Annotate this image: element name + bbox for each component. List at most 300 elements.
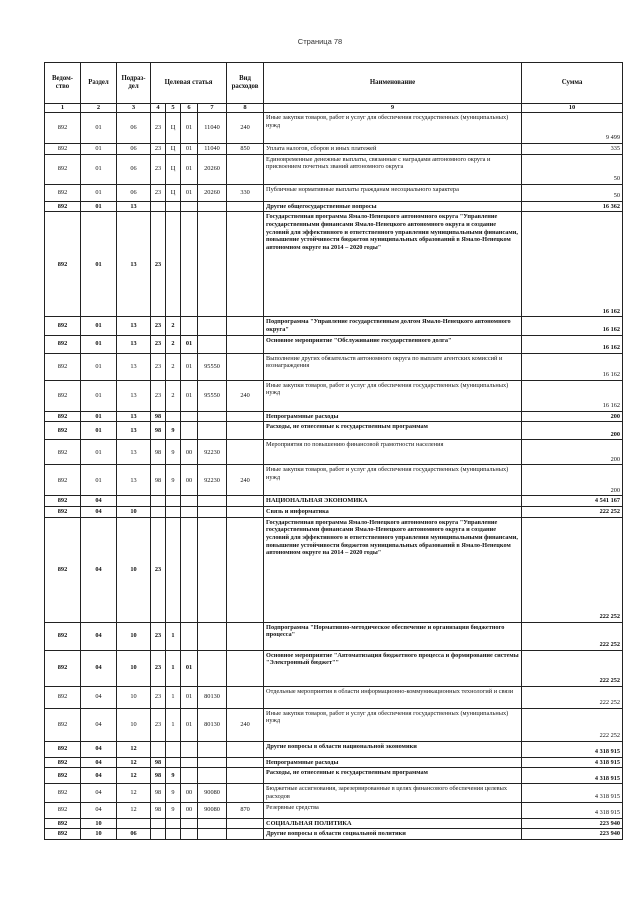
amount-cell: 223 940 [522, 829, 623, 840]
podrazdel-cell: 13 [117, 380, 151, 411]
subprogram-code-cell: 9 [166, 465, 181, 496]
direction-code-cell [198, 757, 227, 768]
vedomstvo-cell: 892 [45, 496, 81, 507]
razdel-cell: 04 [81, 650, 117, 686]
table-row [45, 201, 623, 212]
item-name-cell: Бюджетные ассигнования, зарезервированные в целях финансового обеспечения целевых расходов [264, 784, 522, 802]
amount-cell: 16 162 [522, 380, 623, 411]
direction-code-cell [198, 496, 227, 507]
header-vedomstvo: Ведом-ство [45, 63, 81, 104]
podrazdel-cell: 13 [117, 317, 151, 335]
expense-type-cell [227, 622, 264, 650]
vedomstvo-cell: 892 [45, 317, 81, 335]
razdel-cell: 01 [81, 465, 117, 496]
event-code-cell [181, 411, 198, 422]
header-row [45, 63, 623, 104]
podrazdel-cell: 12 [117, 802, 151, 818]
razdel-cell: 01 [81, 411, 117, 422]
program-code-cell: 23 [151, 353, 166, 380]
table-row [45, 353, 623, 380]
event-code-cell: 01 [181, 144, 198, 155]
table-row [45, 154, 623, 184]
subprogram-code-cell: 1 [166, 650, 181, 686]
podrazdel-cell: 06 [117, 829, 151, 840]
event-code-cell: 01 [181, 708, 198, 741]
direction-code-cell [198, 201, 227, 212]
direction-code-cell: 92230 [198, 465, 227, 496]
vedomstvo-cell: 892 [45, 335, 81, 353]
event-code-cell: 00 [181, 802, 198, 818]
item-name-cell: Государственная программа Ямало-Ненецкого автономного округа "Управление государственными финансами Ямало-Ненецкого автономного округа и создание условий для эффективного и ответственного управления муниципальными финансами, повышение устойчивости бюджетов муниципальных образований в Ямало-Ненецком автономном округе на 2014 – 2020 годы" [264, 212, 522, 317]
amount-cell: 200 [522, 411, 623, 422]
podrazdel-cell: 13 [117, 440, 151, 465]
item-name-cell: Непрограммные расходы [264, 411, 522, 422]
razdel-cell: 01 [81, 335, 117, 353]
budget-table [44, 62, 623, 840]
podrazdel-cell [117, 496, 151, 507]
event-code-cell: 01 [181, 113, 198, 144]
event-code-cell [181, 517, 198, 622]
amount-cell: 222 252 [522, 622, 623, 650]
event-code-cell: 01 [181, 686, 198, 708]
table-row [45, 741, 623, 757]
direction-code-cell [198, 829, 227, 840]
vedomstvo-cell: 892 [45, 353, 81, 380]
item-name-cell: НАЦИОНАЛЬНАЯ ЭКОНОМИКА [264, 496, 522, 507]
column-number: 9 [264, 104, 522, 113]
direction-code-cell: 11040 [198, 113, 227, 144]
program-code-cell [151, 741, 166, 757]
expense-type-cell [227, 650, 264, 686]
amount-cell: 200 [522, 465, 623, 496]
vedomstvo-cell: 892 [45, 741, 81, 757]
vedomstvo-cell: 892 [45, 708, 81, 741]
razdel-cell: 01 [81, 154, 117, 184]
program-code-cell: 23 [151, 184, 166, 201]
razdel-cell: 01 [81, 113, 117, 144]
direction-code-cell: 90080 [198, 784, 227, 802]
header-razdel: Раздел [81, 63, 117, 104]
item-name-cell: Иные закупки товаров, работ и услуг для обеспечения государственных (муниципальных) нужд [264, 113, 522, 144]
expense-type-cell: 240 [227, 708, 264, 741]
vedomstvo-cell: 892 [45, 818, 81, 829]
column-number: 4 [151, 104, 166, 113]
razdel-cell: 01 [81, 144, 117, 155]
item-name-cell: Основное мероприятие "Автоматизация бюджетного процесса и формирование системы "Электронный бюджет"" [264, 650, 522, 686]
table-row [45, 144, 623, 155]
expense-type-cell [227, 440, 264, 465]
direction-code-cell [198, 212, 227, 317]
podrazdel-cell: 13 [117, 411, 151, 422]
podrazdel-cell: 06 [117, 154, 151, 184]
column-number-row [45, 104, 623, 113]
subprogram-code-cell [166, 496, 181, 507]
amount-cell: 222 252 [522, 708, 623, 741]
razdel-cell: 04 [81, 708, 117, 741]
event-code-cell: 01 [181, 184, 198, 201]
item-name-cell: Иные закупки товаров, работ и услуг для обеспечения государственных (муниципальных) нужд [264, 465, 522, 496]
podrazdel-cell: 12 [117, 757, 151, 768]
table-row [45, 317, 623, 335]
vedomstvo-cell: 892 [45, 201, 81, 212]
event-code-cell: 00 [181, 784, 198, 802]
direction-code-cell [198, 411, 227, 422]
program-code-cell: 98 [151, 422, 166, 440]
table-row [45, 212, 623, 317]
razdel-cell: 04 [81, 802, 117, 818]
expense-type-cell [227, 517, 264, 622]
table-row [45, 113, 623, 144]
subprogram-code-cell: 2 [166, 335, 181, 353]
podrazdel-cell: 12 [117, 768, 151, 784]
item-name-cell: Связь и информатика [264, 507, 522, 518]
event-code-cell [181, 496, 198, 507]
amount-cell: 16 162 [522, 353, 623, 380]
expense-type-cell: 240 [227, 380, 264, 411]
program-code-cell: 23 [151, 686, 166, 708]
amount-cell: 16 362 [522, 201, 623, 212]
item-name-cell: Основное мероприятие "Обслуживание государственного долга" [264, 335, 522, 353]
header-summa: Сумма [522, 63, 623, 104]
table-row [45, 507, 623, 518]
amount-cell: 50 [522, 154, 623, 184]
direction-code-cell: 80130 [198, 686, 227, 708]
expense-type-cell [227, 818, 264, 829]
item-name-cell: Подпрограмма "Нормативно-методическое обеспечение и организация бюджетного процесса" [264, 622, 522, 650]
podrazdel-cell: 06 [117, 184, 151, 201]
subprogram-code-cell: 2 [166, 353, 181, 380]
item-name-cell: Иные закупки товаров, работ и услуг для обеспечения государственных (муниципальных) нужд [264, 380, 522, 411]
event-code-cell [181, 212, 198, 317]
vedomstvo-cell: 892 [45, 507, 81, 518]
direction-code-cell: 20260 [198, 154, 227, 184]
vedomstvo-cell: 892 [45, 411, 81, 422]
amount-cell: 9 499 [522, 113, 623, 144]
razdel-cell: 04 [81, 622, 117, 650]
event-code-cell [181, 768, 198, 784]
vedomstvo-cell: 892 [45, 144, 81, 155]
item-name-cell: Непрограммные расходы [264, 757, 522, 768]
table-row [45, 411, 623, 422]
expense-type-cell [227, 317, 264, 335]
table-row [45, 380, 623, 411]
item-name-cell: Мероприятия по повышению финансовой грамотности населения [264, 440, 522, 465]
program-code-cell: 98 [151, 757, 166, 768]
column-number: 5 [166, 104, 181, 113]
program-code-cell: 98 [151, 411, 166, 422]
subprogram-code-cell [166, 818, 181, 829]
table-row [45, 335, 623, 353]
razdel-cell: 01 [81, 440, 117, 465]
item-name-cell: Другие вопросы в области социальной политики [264, 829, 522, 840]
expense-type-cell: 870 [227, 802, 264, 818]
razdel-cell: 01 [81, 353, 117, 380]
event-code-cell [181, 317, 198, 335]
razdel-cell: 04 [81, 496, 117, 507]
item-name-cell: Резервные средства [264, 802, 522, 818]
amount-cell: 50 [522, 184, 623, 201]
direction-code-cell [198, 650, 227, 686]
vedomstvo-cell: 892 [45, 465, 81, 496]
header-podrazdel: Подраз-дел [117, 63, 151, 104]
expense-type-cell: 240 [227, 113, 264, 144]
amount-cell: 4 318 915 [522, 784, 623, 802]
item-name-cell: Другие вопросы в области национальной экономики [264, 741, 522, 757]
direction-code-cell: 11040 [198, 144, 227, 155]
razdel-cell: 04 [81, 768, 117, 784]
razdel-cell: 04 [81, 686, 117, 708]
vedomstvo-cell: 892 [45, 802, 81, 818]
podrazdel-cell: 13 [117, 353, 151, 380]
direction-code-cell: 90080 [198, 802, 227, 818]
subprogram-code-cell: Ц [166, 184, 181, 201]
amount-cell: 16 162 [522, 212, 623, 317]
event-code-cell [181, 507, 198, 518]
expense-type-cell [227, 829, 264, 840]
expense-type-cell [227, 768, 264, 784]
program-code-cell: 23 [151, 154, 166, 184]
direction-code-cell [198, 768, 227, 784]
item-name-cell: Уплата налогов, сборов и иных платежей [264, 144, 522, 155]
direction-code-cell [198, 422, 227, 440]
expense-type-cell [227, 154, 264, 184]
program-code-cell [151, 829, 166, 840]
event-code-cell: 01 [181, 335, 198, 353]
podrazdel-cell [117, 818, 151, 829]
event-code-cell [181, 622, 198, 650]
program-code-cell: 23 [151, 517, 166, 622]
item-name-cell: Иные закупки товаров, работ и услуг для обеспечения государственных (муниципальных) нужд [264, 708, 522, 741]
subprogram-code-cell: 9 [166, 784, 181, 802]
podrazdel-cell: 12 [117, 741, 151, 757]
amount-cell: 223 940 [522, 818, 623, 829]
razdel-cell: 01 [81, 422, 117, 440]
razdel-cell: 01 [81, 212, 117, 317]
direction-code-cell [198, 741, 227, 757]
table-row [45, 184, 623, 201]
podrazdel-cell: 10 [117, 622, 151, 650]
item-name-cell: СОЦИАЛЬНАЯ ПОЛИТИКА [264, 818, 522, 829]
table-row [45, 465, 623, 496]
expense-type-cell [227, 411, 264, 422]
amount-cell: 222 252 [522, 517, 623, 622]
table-row [45, 517, 623, 622]
podrazdel-cell: 13 [117, 422, 151, 440]
program-code-cell: 98 [151, 784, 166, 802]
program-code-cell: 23 [151, 113, 166, 144]
vedomstvo-cell: 892 [45, 757, 81, 768]
expense-type-cell [227, 335, 264, 353]
column-number: 8 [227, 104, 264, 113]
event-code-cell: 00 [181, 465, 198, 496]
header-vid-raskhodov: Вид расходов [227, 63, 264, 104]
subprogram-code-cell [166, 201, 181, 212]
event-code-cell: 01 [181, 380, 198, 411]
program-code-cell: 23 [151, 317, 166, 335]
event-code-cell [181, 829, 198, 840]
page-number-label: Страница 78 [297, 37, 343, 46]
podrazdel-cell: 10 [117, 708, 151, 741]
razdel-cell: 04 [81, 784, 117, 802]
expense-type-cell: 330 [227, 184, 264, 201]
direction-code-cell: 92230 [198, 440, 227, 465]
vedomstvo-cell: 892 [45, 517, 81, 622]
direction-code-cell: 80130 [198, 708, 227, 741]
table-row [45, 818, 623, 829]
podrazdel-cell: 06 [117, 144, 151, 155]
podrazdel-cell: 10 [117, 650, 151, 686]
vedomstvo-cell: 892 [45, 650, 81, 686]
item-name-cell: Подпрограмма "Управление государственным долгом Ямало-Ненецкого автономного округа" [264, 317, 522, 335]
amount-cell: 222 252 [522, 686, 623, 708]
podrazdel-cell: 13 [117, 201, 151, 212]
amount-cell: 16 162 [522, 335, 623, 353]
table-row [45, 622, 623, 650]
amount-cell: 4 318 915 [522, 757, 623, 768]
amount-cell: 4 318 915 [522, 741, 623, 757]
expense-type-cell [227, 212, 264, 317]
table-row [45, 784, 623, 802]
header-naimenovanie: Наименование [264, 63, 522, 104]
direction-code-cell [198, 317, 227, 335]
direction-code-cell [198, 335, 227, 353]
table-row [45, 829, 623, 840]
podrazdel-cell: 13 [117, 212, 151, 317]
program-code-cell: 98 [151, 802, 166, 818]
amount-cell: 200 [522, 440, 623, 465]
direction-code-cell [198, 818, 227, 829]
subprogram-code-cell [166, 507, 181, 518]
header-tselevaya-statya: Целевая статья [151, 63, 227, 104]
expense-type-cell [227, 784, 264, 802]
direction-code-cell [198, 622, 227, 650]
vedomstvo-cell: 892 [45, 113, 81, 144]
program-code-cell [151, 496, 166, 507]
program-code-cell: 23 [151, 212, 166, 317]
vedomstvo-cell: 892 [45, 422, 81, 440]
expense-type-cell: 240 [227, 465, 264, 496]
table-row [45, 440, 623, 465]
program-code-cell: 98 [151, 768, 166, 784]
vedomstvo-cell: 892 [45, 154, 81, 184]
event-code-cell: 00 [181, 440, 198, 465]
program-code-cell: 23 [151, 144, 166, 155]
subprogram-code-cell [166, 212, 181, 317]
subprogram-code-cell [166, 757, 181, 768]
podrazdel-cell: 13 [117, 335, 151, 353]
table-row [45, 496, 623, 507]
event-code-cell [181, 422, 198, 440]
table-row [45, 708, 623, 741]
expense-type-cell [227, 496, 264, 507]
razdel-cell: 01 [81, 201, 117, 212]
program-code-cell: 98 [151, 465, 166, 496]
subprogram-code-cell: Ц [166, 144, 181, 155]
razdel-cell: 04 [81, 741, 117, 757]
program-code-cell [151, 201, 166, 212]
razdel-cell: 01 [81, 380, 117, 411]
program-code-cell: 23 [151, 335, 166, 353]
item-name-cell: Другие общегосударственные вопросы [264, 201, 522, 212]
event-code-cell: 01 [181, 154, 198, 184]
vedomstvo-cell: 892 [45, 768, 81, 784]
direction-code-cell: 95550 [198, 380, 227, 411]
event-code-cell [181, 818, 198, 829]
table-row [45, 686, 623, 708]
item-name-cell: Выполнение других обязательств автономного округа по выплате агентских комиссий и вознаграждения [264, 353, 522, 380]
subprogram-code-cell: 9 [166, 422, 181, 440]
column-number: 1 [45, 104, 81, 113]
expense-type-cell [227, 353, 264, 380]
subprogram-code-cell: 2 [166, 317, 181, 335]
direction-code-cell [198, 517, 227, 622]
subprogram-code-cell: 1 [166, 622, 181, 650]
expense-type-cell [227, 686, 264, 708]
podrazdel-cell: 13 [117, 465, 151, 496]
podrazdel-cell: 10 [117, 517, 151, 622]
subprogram-code-cell: 1 [166, 708, 181, 741]
amount-cell: 222 252 [522, 650, 623, 686]
razdel-cell: 04 [81, 757, 117, 768]
subprogram-code-cell: Ц [166, 154, 181, 184]
direction-code-cell: 95550 [198, 353, 227, 380]
table-row [45, 802, 623, 818]
program-code-cell [151, 818, 166, 829]
item-name-cell: Расходы, не отнесенные к государственным программам [264, 768, 522, 784]
column-number: 2 [81, 104, 117, 113]
table-row [45, 757, 623, 768]
item-name-cell: Отдельные мероприятия в области информационно-коммуникационных технологий и связи [264, 686, 522, 708]
vedomstvo-cell: 892 [45, 380, 81, 411]
vedomstvo-cell: 892 [45, 184, 81, 201]
amount-cell: 200 [522, 422, 623, 440]
subprogram-code-cell [166, 741, 181, 757]
column-number: 3 [117, 104, 151, 113]
program-code-cell: 23 [151, 708, 166, 741]
expense-type-cell: 850 [227, 144, 264, 155]
direction-code-cell: 20260 [198, 184, 227, 201]
event-code-cell [181, 201, 198, 212]
amount-cell: 335 [522, 144, 623, 155]
razdel-cell: 04 [81, 507, 117, 518]
table-row [45, 650, 623, 686]
table-row [45, 768, 623, 784]
subprogram-code-cell [166, 517, 181, 622]
expense-type-cell [227, 741, 264, 757]
direction-code-cell [198, 507, 227, 518]
item-name-cell: Единовременные денежные выплаты, связанные с наградами автономного округа и присвоением почетных званий автономного округа [264, 154, 522, 184]
item-name-cell: Государственная программа Ямало-Ненецкого автономного округа "Управление государственными финансами Ямало-Ненецкого автономного округа и создание условий для эффективного и ответственного управления муниципальными финансами, повышение устойчивости бюджетов муниципальных образований в Ямало-Ненецком автономном округе на 2014 – 2020 годы" [264, 517, 522, 622]
table-row [45, 422, 623, 440]
item-name-cell: Расходы, не отнесенные к государственным программам [264, 422, 522, 440]
subprogram-code-cell: 9 [166, 440, 181, 465]
vedomstvo-cell: 892 [45, 440, 81, 465]
program-code-cell [151, 507, 166, 518]
expense-type-cell [227, 201, 264, 212]
subprogram-code-cell [166, 411, 181, 422]
expense-type-cell [227, 757, 264, 768]
amount-cell: 4 318 915 [522, 768, 623, 784]
vedomstvo-cell: 892 [45, 622, 81, 650]
program-code-cell: 23 [151, 650, 166, 686]
subprogram-code-cell: 2 [166, 380, 181, 411]
razdel-cell: 01 [81, 317, 117, 335]
vedomstvo-cell: 892 [45, 784, 81, 802]
event-code-cell [181, 741, 198, 757]
expense-type-cell [227, 507, 264, 518]
subprogram-code-cell: 9 [166, 802, 181, 818]
razdel-cell: 10 [81, 818, 117, 829]
